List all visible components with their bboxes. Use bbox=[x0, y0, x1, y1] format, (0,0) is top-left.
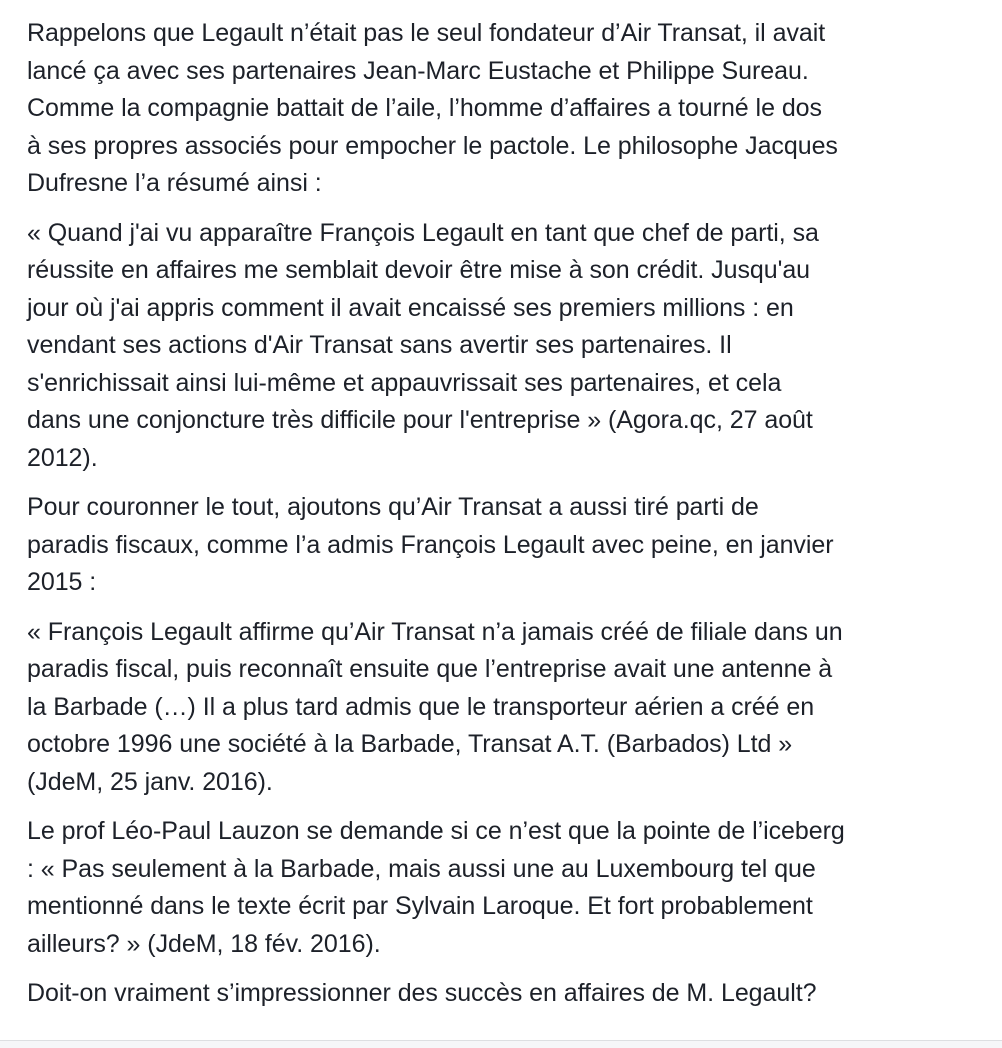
post-paragraph-4-quote: « François Legault affirme qu’Air Transat n’a jamais créé de filiale dans un paradis fiscal, puis reconnaît ensuite que l’entreprise avait une antenne à la Barbade (…) Il a plus tard admis que le transporteur aérien a créé en octobre 1996 une société à la Barbade, Transat A.T. (Barbados) Ltd » (JdeM, 25 janv. 2016). bbox=[27, 617, 843, 796]
post-paragraph-5: Le prof Léo-Paul Lauzon se demande si ce n’est que la pointe de l’iceberg : « Pas seulement à la Barbade, mais aussi une au Luxembourg tel que mentionné dans le texte écrit par Sylvain Laroque. Et fort probablement ailleurs? » (JdeM, 18 fév. 2016). bbox=[27, 817, 845, 958]
post-paragraph-3: Pour couronner le tout, ajoutons qu’Air Transat a aussi tiré parti de paradis fiscaux, comme l’a admis François Legault avec peine, en janvier 2015 : bbox=[27, 493, 834, 596]
post-paragraph-1: Rappelons que Legault n’était pas le seul fondateur d’Air Transat, il avait lancé ça avec ses partenaires Jean-Marc Eustache et Philippe Sureau. Comme la compagnie battait de l’aile, l’homme d’affaires a tourné le dos à ses propres associés pour empocher le pactole. Le philosophe Jacques Dufresne l’a résumé ainsi : bbox=[27, 19, 838, 197]
post-paragraph-6: Doit-on vraiment s’impressionner des succès en affaires de M. Legault? bbox=[27, 979, 817, 1007]
post-paragraph-2-quote: « Quand j'ai vu apparaître François Legault en tant que chef de parti, sa réussite en affaires me semblait devoir être mise à son crédit. Jusqu'au jour où j'ai appris comment il avait encaissé ses premiers millions : en vendant ses actions d'Air Transat sans avertir ses partenaires. Il s'enrichissait ainsi lui-même et appauvrissait ses partenaires, et cela dans une conjoncture très difficile pour l'entreprise » (Agora.qc, 27 août 2012). bbox=[27, 218, 819, 472]
post-body bbox=[27, 15, 987, 1013]
post-bottom-divider bbox=[0, 1040, 1002, 1048]
